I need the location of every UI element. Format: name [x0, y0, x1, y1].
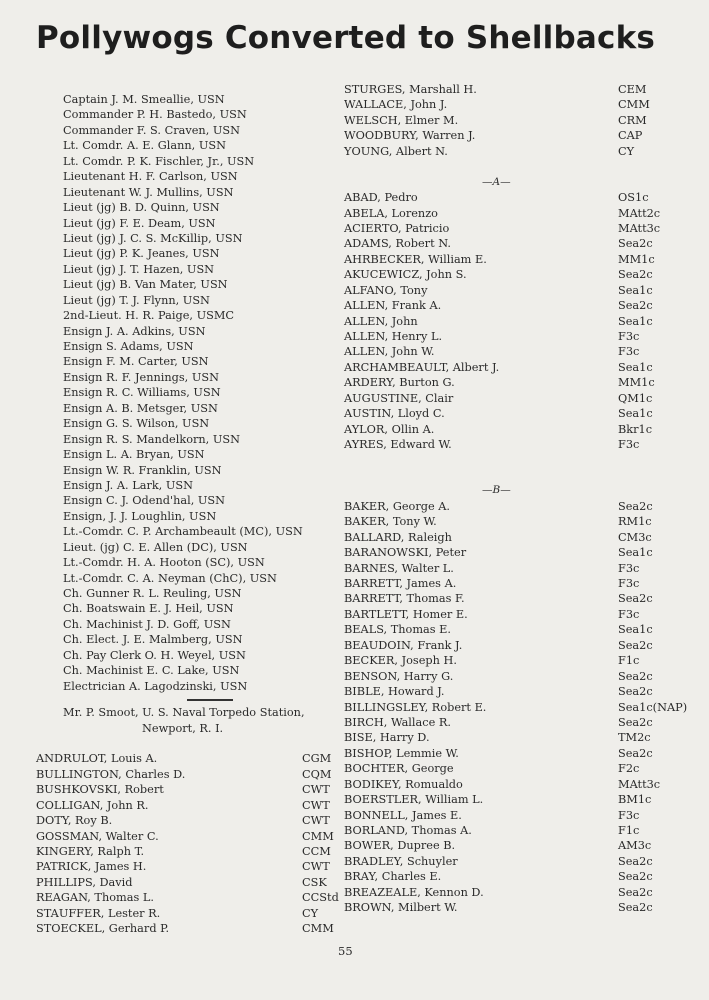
entry-rate: CCStd — [302, 891, 339, 905]
entry-name: BARNES, Walter L. — [344, 561, 454, 575]
officer-entry: Lieut (jg) B. D. Quinn, USN — [63, 201, 220, 215]
officer-entry: Commander F. S. Craven, USN — [63, 123, 241, 137]
roster-entry — [344, 869, 674, 884]
left-column — [36, 92, 339, 937]
entry-name: ALFANO, Tony — [344, 283, 428, 297]
entry-rate: F3c — [618, 607, 640, 621]
section-b-header: —B— — [482, 484, 511, 497]
entry-name: BIRCH, Wallace R. — [344, 715, 451, 729]
roster-entry — [36, 751, 336, 766]
entry-name: ABAD, Pedro — [344, 191, 418, 205]
entry-rate: F3c — [618, 577, 640, 590]
entry-rate: Sea1c — [618, 623, 653, 637]
entry-name: YOUNG, Albert N. — [344, 144, 448, 158]
entry-rate: Bkr1c — [618, 422, 653, 436]
roster-entry — [344, 422, 674, 437]
roster-entry — [344, 514, 674, 529]
entry-name: BALLARD, Raleigh — [344, 530, 452, 544]
entry-name: BORLAND, Thomas A. — [344, 824, 472, 837]
roster-entry — [344, 221, 674, 236]
roster-entry — [36, 767, 336, 782]
page-title: Pollywogs Converted to Shellbacks — [36, 20, 656, 56]
entry-name: PHILLIPS, David — [36, 875, 133, 889]
entry-name: BENSON, Harry G. — [344, 669, 454, 683]
roster-entry — [344, 684, 674, 699]
entry-name: BULLINGTON, Charles D. — [36, 767, 186, 781]
roster-entry — [344, 530, 674, 545]
roster-entry — [36, 829, 336, 844]
entry-rate: CMM — [302, 922, 334, 936]
entry-rate: CQM — [302, 767, 332, 781]
officer-entry: Electrician A. Lagodzinski, USN — [63, 679, 248, 693]
entry-rate: Sea2c — [618, 592, 653, 606]
entry-name: WOODBURY, Warren J. — [344, 129, 476, 143]
officer-entry: Lieut (jg) J. C. S. McKillip, USN — [63, 231, 243, 245]
roster-entry — [36, 875, 336, 890]
roster-entry — [344, 113, 674, 128]
roster-entry — [36, 813, 336, 828]
roster-entry — [344, 792, 674, 807]
entry-name: WELSCH, Elmer M. — [344, 113, 459, 127]
entry-rate: F1c — [618, 824, 640, 837]
entry-name: ARDERY, Burton G. — [344, 376, 455, 390]
roster-entry — [344, 715, 674, 730]
entry-name: BECKER, Joseph H. — [344, 654, 457, 668]
entry-rate: MAtt3c — [618, 221, 661, 235]
officer-entry: Ensign R. C. Williams, USN — [63, 386, 221, 400]
entry-rate: MAtt3c — [618, 777, 661, 791]
entry-rate: TM2c — [618, 731, 651, 745]
entry-name: BEAUDOIN, Frank J. — [344, 638, 463, 652]
entry-rate: Sea1c(NAP) — [618, 700, 688, 714]
entry-name: AYLOR, Ollin A. — [344, 422, 435, 436]
roster-entry — [344, 267, 674, 282]
roster-entry — [344, 591, 674, 606]
officer-entry: Ensign L. A. Bryan, USN — [63, 448, 205, 462]
entry-rate: Sea2c — [618, 237, 653, 251]
officer-entry: Ensign F. M. Carter, USN — [63, 355, 209, 369]
roster-entry — [344, 298, 674, 313]
officer-entry: Ch. Gunner R. L. Reuling, USN — [63, 587, 242, 600]
entry-rate: F3c — [618, 438, 640, 452]
officer-entry: Lieutenant W. J. Mullins, USN — [63, 185, 234, 199]
entry-name: BOCHTER, George — [344, 762, 454, 776]
roster-entry — [344, 823, 674, 838]
right-column — [344, 82, 688, 916]
officer-entry: Lieut (jg) P. K. Jeanes, USN — [63, 247, 220, 261]
entry-name: BISE, Harry D. — [344, 731, 430, 745]
entry-rate: AM3c — [618, 839, 652, 853]
spacer — [344, 159, 674, 174]
officer-entry: Ch. Boatswain E. J. Heil, USN — [63, 602, 234, 616]
entry-name: BOERSTLER, William L. — [344, 793, 484, 807]
roster-entry — [344, 808, 674, 823]
roster-entry — [344, 838, 674, 853]
entry-name: AUSTIN, Lloyd C. — [344, 407, 445, 421]
entry-rate: F3c — [618, 330, 640, 343]
entry-name: AKUCEWICZ, John S. — [344, 268, 467, 282]
entry-name: AUGUSTINE, Clair — [344, 391, 454, 405]
entry-name: BARRETT, James A. — [344, 577, 457, 590]
entry-name: BAKER, George A. — [344, 499, 451, 513]
entry-rate: CWT — [302, 783, 330, 797]
entry-rate: CSK — [302, 875, 327, 889]
roster-entry — [344, 653, 674, 668]
roster-entry — [344, 700, 688, 715]
entry-rate: CWT — [302, 814, 330, 828]
entry-name: BEALS, Thomas E. — [344, 623, 452, 637]
officer-entry: Captain J. M. Smeallie, USN — [63, 93, 225, 106]
entry-rate: Sea2c — [618, 746, 653, 760]
officer-entry: Ensign W. R. Franklin, USN — [63, 463, 222, 477]
roster-entry — [344, 638, 674, 653]
roster-entry — [344, 576, 674, 591]
officer-entry: Lieut (jg) F. E. Deam, USN — [63, 216, 216, 230]
entry-name: ALLEN, Henry L. — [344, 330, 443, 343]
entry-rate: Sea1c — [618, 407, 653, 421]
officer-entry: Lieut (jg) T. J. Flynn, USN — [63, 293, 210, 307]
entry-name: BUSHKOVSKI, Robert — [36, 783, 164, 797]
entry-rate: Sea2c — [618, 669, 653, 683]
entry-rate: CM3c — [618, 530, 652, 544]
roster-entry — [344, 499, 674, 514]
entry-rate: QM1c — [618, 391, 653, 405]
roster-entry — [344, 746, 674, 761]
entry-name: BIBLE, Howard J. — [344, 685, 445, 699]
entry-name: BOWER, Dupree B. — [344, 839, 456, 853]
roster-entry — [36, 798, 336, 813]
roster-entry — [344, 561, 674, 576]
entry-rate: Sea2c — [618, 870, 653, 884]
roster-entry — [344, 82, 674, 97]
roster-entry — [344, 761, 674, 776]
roster-entry — [344, 190, 674, 205]
entry-name: BODIKEY, Romualdo — [344, 777, 463, 791]
entry-rate: CMM — [302, 829, 334, 843]
entry-name: STURGES, Marshall H. — [344, 83, 477, 96]
page-number: 55 — [338, 944, 353, 958]
roster-entry — [344, 329, 674, 344]
entry-rate: CEM — [618, 83, 647, 96]
roster-entry — [36, 921, 336, 936]
roster-entry — [36, 890, 339, 905]
entry-rate: Sea2c — [618, 499, 653, 513]
roster-entry — [36, 859, 336, 874]
entry-rate: Sea2c — [618, 854, 653, 868]
roster-entry — [36, 782, 336, 797]
roster-entry — [344, 545, 674, 560]
roster-entry — [344, 854, 674, 869]
roster-entry — [344, 900, 674, 915]
section-b-list — [344, 499, 688, 916]
officer-entry: Ensign R. S. Mandelkorn, USN — [63, 432, 240, 446]
entry-rate: F2c — [618, 762, 640, 776]
entry-name: KINGERY, Ralph T. — [36, 845, 145, 859]
entry-rate: Sea2c — [618, 299, 653, 313]
officers-list — [36, 92, 336, 694]
roster-entry — [344, 144, 674, 159]
chiefs-list — [36, 751, 339, 936]
entry-rate: MM1c — [618, 252, 655, 266]
officer-entry: Lt. Comdr. A. E. Glann, USN — [63, 139, 226, 153]
section-divider — [187, 699, 233, 701]
entry-name: BISHOP, Lemmie W. — [344, 746, 459, 760]
entry-name: STAUFFER, Lester R. — [36, 906, 161, 920]
spacer — [344, 468, 674, 483]
entry-name: ALLEN, John W. — [344, 345, 435, 359]
entry-rate: Sea1c — [618, 360, 653, 374]
roster-entry — [344, 406, 674, 421]
entry-name: ARCHAMBEAULT, Albert J. — [344, 360, 500, 374]
officer-entry: Commander P. H. Bastedo, USN — [63, 108, 247, 122]
spacer — [344, 453, 674, 468]
entry-rate: CGM — [302, 752, 332, 766]
officer-entry: Lt.-Comdr. C. A. Neyman (ChC), USN — [63, 571, 277, 585]
entry-rate: Sea2c — [618, 268, 653, 282]
right-top-list — [344, 82, 674, 159]
officer-entry: Lieut. (jg) C. E. Allen (DC), USN — [63, 540, 248, 554]
entry-rate: Sea2c — [618, 901, 653, 915]
officer-entry: Ch. Elect. J. E. Malmberg, USN — [63, 633, 243, 647]
roster-entry — [344, 128, 674, 143]
entry-rate: CAP — [618, 129, 643, 143]
officer-entry: Lieut (jg) B. Van Mater, USN — [63, 278, 228, 292]
section-a-header: —A— — [482, 175, 511, 188]
officer-entry: Ensign J. A. Adkins, USN — [63, 324, 206, 338]
entry-rate: MAtt2c — [618, 206, 661, 220]
entry-rate: Sea1c — [618, 283, 653, 297]
officer-entry: Ensign R. F. Jennings, USN — [63, 370, 219, 384]
entry-rate: CWT — [302, 798, 330, 812]
roster-entry — [344, 375, 674, 390]
entry-rate: RM1c — [618, 515, 652, 529]
entry-rate: CY — [618, 144, 635, 158]
entry-name: BRADLEY, Schuyler — [344, 854, 458, 868]
entry-name: BILLINGSLEY, Robert E. — [344, 700, 487, 714]
entry-rate: F3c — [618, 345, 640, 359]
entry-name: ANDRULOT, Louis A. — [36, 752, 158, 766]
roster-entry — [344, 622, 674, 637]
entry-rate: CMM — [618, 98, 650, 112]
officer-entry: Lt.-Comdr. C. P. Archambeault (MC), USN — [63, 525, 303, 539]
entry-name: BARRETT, Thomas F. — [344, 592, 465, 606]
entry-rate: Sea1c — [618, 314, 653, 328]
officer-entry: Ch. Pay Clerk O. H. Weyel, USN — [63, 648, 246, 662]
roster-entry — [344, 730, 674, 745]
officer-entry: Lieutenant H. F. Carlson, USN — [63, 170, 238, 184]
roster-entry — [344, 669, 674, 684]
officer-entry: Ensign G. S. Wilson, USN — [63, 417, 210, 431]
entry-name: AHRBECKER, William E. — [344, 252, 487, 266]
officer-entry: Lieut (jg) J. T. Hazen, USN — [63, 262, 215, 276]
entry-name: ALLEN, John — [344, 314, 418, 328]
officer-entry: Ch. Machinist J. D. Goff, USN — [63, 617, 231, 631]
roster-entry — [344, 607, 674, 622]
entry-name: BREAZEALE, Kennon D. — [344, 885, 484, 899]
entry-name: COLLIGAN, John R. — [36, 798, 149, 812]
section-a-list — [344, 190, 674, 452]
entry-rate: Sea2c — [618, 685, 653, 699]
roster-entry — [36, 906, 336, 921]
roster-entry — [344, 97, 674, 112]
entry-rate: BM1c — [618, 793, 652, 807]
roster-entry — [344, 206, 674, 221]
officer-entry: Ensign A. B. Metsger, USN — [63, 401, 218, 415]
officer-entry: Ch. Machinist E. C. Lake, USN — [63, 664, 240, 678]
entry-rate: CRM — [618, 113, 647, 127]
entry-rate: Sea2c — [618, 885, 653, 899]
entry-name: BAKER, Tony W. — [344, 515, 437, 529]
entry-name: BARANOWSKI, Peter — [344, 546, 467, 560]
entry-rate: CWT — [302, 860, 330, 874]
entry-name: ALLEN, Frank A. — [344, 299, 442, 313]
entry-name: REAGAN, Thomas L. — [36, 891, 154, 905]
entry-rate: OS1c — [618, 191, 649, 205]
roster-entry — [344, 777, 674, 792]
roster-entry — [36, 844, 336, 859]
entry-rate: Sea2c — [618, 638, 653, 652]
officer-entry: Ensign, J. J. Loughlin, USN — [63, 509, 217, 523]
officer-entry: 2nd-Lieut. H. R. Paige, USMC — [63, 309, 235, 323]
entry-name: ABELA, Lorenzo — [344, 206, 438, 220]
civilian-line-1: Mr. P. Smoot, U. S. Naval Torpedo Station, — [63, 706, 305, 720]
officer-entry: Lt.-Comdr. H. A. Hooton (SC), USN — [63, 556, 265, 570]
entry-name: BARTLETT, Homer E. — [344, 607, 468, 621]
entry-name: BROWN, Milbert W. — [344, 901, 458, 915]
entry-name: GOSSMAN, Walter C. — [36, 829, 159, 843]
roster-entry — [344, 314, 674, 329]
roster-entry — [344, 437, 674, 452]
roster-entry — [344, 360, 674, 375]
entry-name: STOECKEL, Gerhard P. — [36, 922, 170, 936]
officer-entry: Ensign J. A. Lark, USN — [63, 478, 194, 492]
entry-name: BONNELL, James E. — [344, 808, 462, 822]
roster-entry — [344, 252, 674, 267]
officer-entry: Ensign C. J. Odend'hal, USN — [63, 494, 226, 508]
entry-rate: CCM — [302, 845, 331, 859]
roster-entry — [344, 391, 674, 406]
entry-name: PATRICK, James H. — [36, 860, 147, 874]
entry-name: ACIERTO, Patricio — [344, 221, 450, 235]
entry-name: WALLACE, John J. — [344, 98, 448, 112]
entry-name: BRAY, Charles E. — [344, 870, 442, 884]
entry-rate: CY — [302, 906, 319, 920]
entry-name: DOTY, Roy B. — [36, 814, 113, 828]
entry-rate: F3c — [618, 561, 640, 575]
civilian-line-2: Newport, R. I. — [142, 721, 224, 735]
entry-rate: F3c — [618, 808, 640, 822]
entry-name: AYRES, Edward W. — [344, 438, 452, 452]
entry-rate: MM1c — [618, 376, 655, 390]
entry-rate: Sea2c — [618, 715, 653, 729]
officer-entry: Ensign S. Adams, USN — [63, 340, 194, 353]
roster-entry — [344, 885, 674, 900]
roster-entry — [344, 283, 674, 298]
roster-entry — [344, 236, 674, 251]
entry-rate: F1c — [618, 654, 640, 668]
roster-entry — [344, 344, 674, 359]
officer-entry: Lt. Comdr. P. K. Fischler, Jr., USN — [63, 154, 255, 168]
entry-name: ADAMS, Robert N. — [344, 237, 451, 251]
entry-rate: Sea1c — [618, 546, 653, 560]
spacer — [36, 736, 336, 751]
